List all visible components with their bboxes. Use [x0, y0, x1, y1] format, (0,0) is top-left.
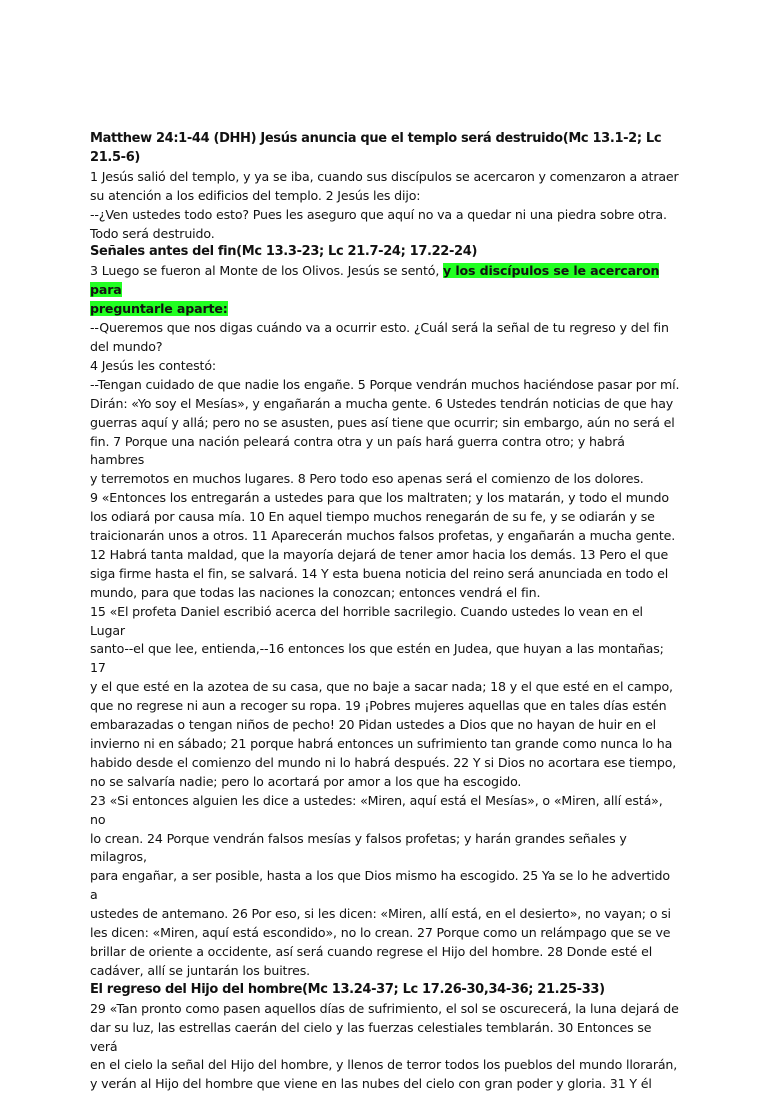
paragraph-verses-9-14: 9 «Entonces los entregarán a ustedes para que los maltraten; y los matarán, y todo el mundo los odiará por causa mía. 10 En aquel tiempo muchos renegarán de su fe, y se odiarán y se traicionarán unos a otros. 11 Aparecerán muchos falsos profetas, y engañarán a mucha gente. 12 Habrá tanta maldad, que la mayoría dejará de tener amor hacia los demás. 13 Pero el que siga firme hasta el fin, se salvará. 14 Y esta buena noticia del reino será anunciada en todo el mundo, para que todas las naciones la conozcan; entonces vendrá el fin. [90, 490, 676, 600]
section-heading-return: El regreso del Hijo del hombre(Mc 13.24-37; Lc 17.26-30,34-36; 21.25-33) [90, 981, 605, 997]
paragraph-verse-1: 1 Jesús salió del templo, y ya se iba, cuando sus discípulos se acercaron y comenzaron a atraer su atención a los edificios del templo. 2 Jesús les dijo: [90, 168, 679, 203]
paragraph-verses-15-22: 15 «El profeta Daniel escribió acerca del horrible sacrilegio. Cuando ustedes lo vean en el Lugar santo--el que lee, entienda,--16 entonces los que estén en Judea, que huyan a las montañas; 17 y el que esté en la azotea de su casa, que no baje a sacar nada; 18 y el que esté en el campo, que no regrese ni aun a recoger su ropa. 19 ¡Pobres mujeres aquellas que en tales días estén embarazadas o tengan niños de pecho! 20 Pidan ustedes a Dios que no hayan de huir en el invierno ni en sábado; 21 porque habrá entonces un sufrimiento tan grande como nunca lo ha habido desde el comienzo del mundo ni lo habrá después. 22 Y si Dios no acortara ese tiempo, no se salvaría nadie; pero lo acortará por amor a los que ha escogido. [90, 603, 677, 789]
section-heading-temple: Matthew 24:1-44 (DHH) Jesús anuncia que el templo será destruido(Mc 13.1-2; Lc 21.5-6) [90, 131, 662, 165]
highlighted-text: y los discípulos se le acercaron para preguntarle aparte: [90, 263, 660, 317]
paragraph-verses-29-31: 29 «Tan pronto como pasen aquellos días de sufrimiento, el sol se oscurecerá, la luna dejará de dar su luz, las estrellas caerán del cielo y las fuerzas celestiales temblarán. 30 Entonces se verá en el cielo la señal del Hijo del hombre, y llenos de terror todos los pueblos del mundo llorarán, y verán al Hijo del hombre que viene en las nubes del cielo con gran poder y gloria. 31 Y él [90, 1000, 679, 1092]
paragraph-verse-4: 4 Jesús les contestó: [90, 357, 216, 373]
section-heading-signs: Señales antes del fin(Mc 13.3-23; Lc 21.7-24; 17.22-24) [90, 244, 478, 260]
document-page [90, 130, 680, 1094]
paragraph-verse-2-reply: --¿Ven ustedes todo esto? Pues les aseguro que aquí no va a quedar ni una piedra sobre otra. Todo será destruido. [90, 206, 667, 241]
paragraph-verse-3 [90, 262, 680, 319]
paragraph-verses-23-28: 23 «Si entonces alguien les dice a ustedes: «Miren, aquí está el Mesías», o «Miren, allí está», no lo crean. 24 Porque vendrán falsos mesías y falsos profetas; y harán grandes señales y milagros, para engañar, a ser posible, hasta a los que Dios mismo ha escogido. 25 Ya se lo he advertido a ustedes de antemano. 26 Por eso, si les dicen: «Miren, allí está, en el desierto», no vayan; o si les dicen: «Miren, aquí está escondido», no lo crean. 27 Porque como un relámpago que se ve brillar de oriente a occidente, así será cuando regrese el Hijo del hombre. 28 Donde esté el cadáver, allí se juntarán los buitres. [90, 792, 671, 978]
paragraph-verses-5-8: --Tengan cuidado de que nadie los engañe. 5 Porque vendrán muchos haciéndose pasar por mí. Dirán: «Yo soy el Mesías», y engañarán a mucha gente. 6 Ustedes tendrán noticias de que hay guerras aquí y allá; pero no se asusten, pues así tiene que ocurrir; sin embargo, aún no será el fin. 7 Porque una nación peleará contra otra y un país hará guerra contra otro; y habrá hambres y terremotos en muchos lugares. 8 Pero todo eso apenas será el comienzo de los dolores. [90, 376, 680, 487]
paragraph-disciples-question: --Queremos que nos digas cuándo va a ocurrir esto. ¿Cuál será la señal de tu regreso y del fin del mundo? [90, 320, 669, 354]
verse-3-text: 3 Luego se fueron al Monte de los Olivos. Jesús se sentó, [90, 263, 444, 279]
